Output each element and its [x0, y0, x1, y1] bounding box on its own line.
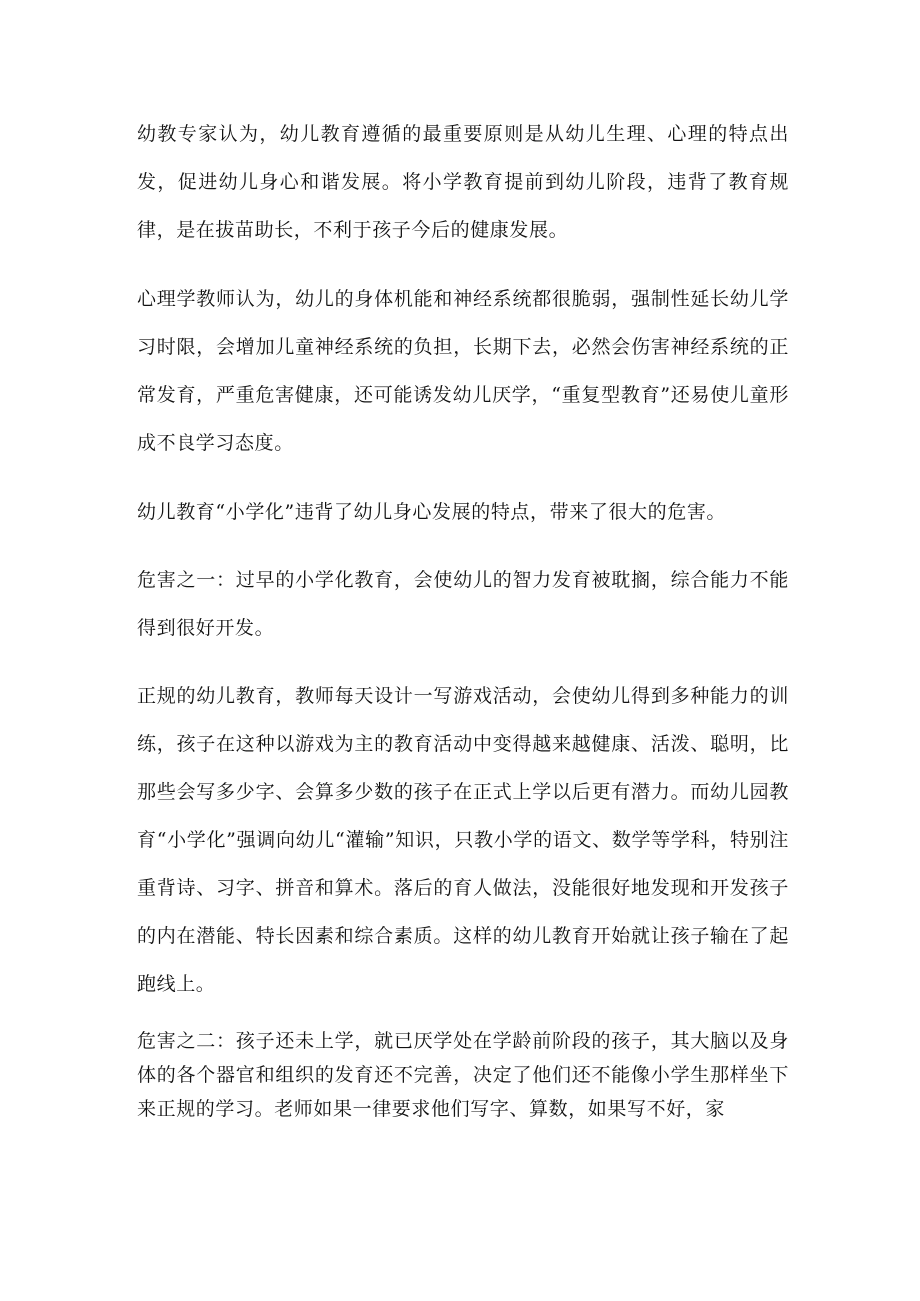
paragraph-harm-summary: 幼儿教育“小学化”违背了幼儿身心发展的特点，带来了很大的危害。	[137, 501, 727, 523]
paragraph-formal-education: 正规的幼儿教育，教师每天设计一写游戏活动，会使幼儿得到多种能力的训练，孩子在这种以游戏为主的教育活动中变得越来越健康、活泼、聪明，比那些会写多少字、会算多少数的孩子在正式上学以后更有潜力。而幼儿园教育“小学化”强调向幼儿“灌输”知识，只教小学的语文、数学等学科，特别注重背诗、习字、拼音和算术。落后的育人做法，没能很好地发现和开发孩子的内在潜能、特长因素和综合素质。这样的幼儿教育开始就让孩子输在了起跑线上。	[137, 685, 789, 995]
paragraph-psychology-view: 心理学教师认为，幼儿的身体机能和神经系统都很脆弱，强制性延长幼儿学习时限，会增加儿童神经系统的负担，长期下去，必然会伤害神经系统的正常发育，严重危害健康，还可能诱发幼儿厌学，“重复型教育”还易使儿童形成不良学习态度。	[137, 288, 789, 454]
paragraph-experts-view: 幼教专家认为，幼儿教育遵循的最重要原则是从幼儿生理、心理的特点出发，促进幼儿身心和谐发展。将小学教育提前到幼儿阶段，违背了教育规律，是在拔苗助长，不利于孩子今后的健康发展。	[137, 123, 789, 241]
paragraph-harm-two: 危害之二：孩子还未上学，就已厌学处在学龄前阶段的孩子，其大脑以及身体的各个器官和组织的发育还不完善，决定了他们还不能像小学生那样坐下来正规的学习。老师如果一律要求他们写字、算数，如果写不好，家	[137, 1030, 789, 1120]
paragraph-harm-one: 危害之一：过早的小学化教育，会使幼儿的智力发育被耽搁，综合能力不能得到很好开发。	[137, 569, 789, 639]
